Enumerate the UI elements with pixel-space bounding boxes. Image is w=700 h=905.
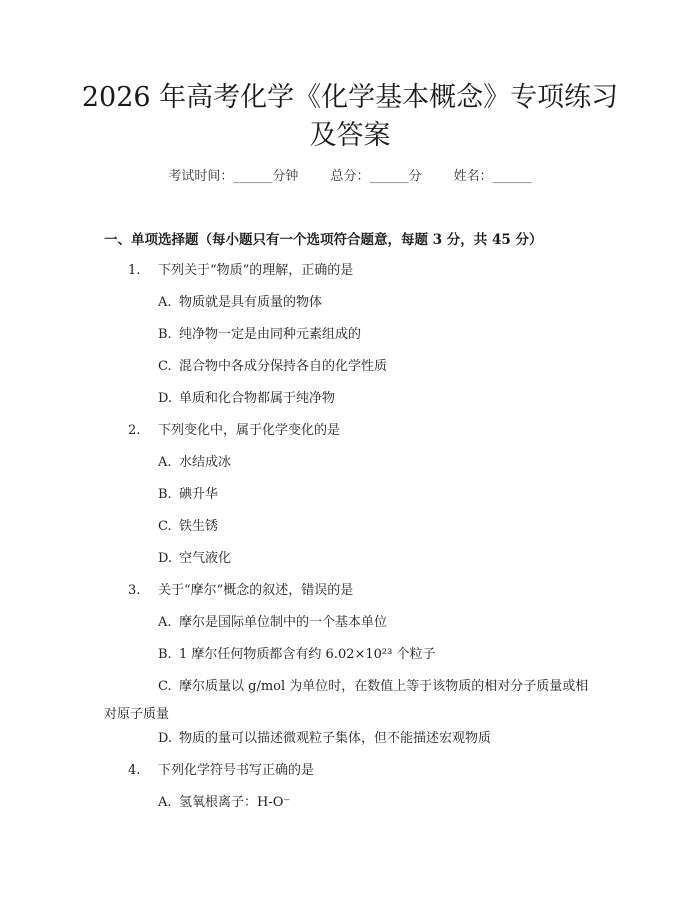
option-letter: B. [158,487,172,502]
page-title-line-1: 2026 年高考化学《化学基本概念》专项练习 [81,82,619,113]
question-3-option-a [158,613,387,633]
option-letter: B. [158,327,172,342]
question-4-option-a [158,793,290,813]
question-stem: 下列化学符号书写正确的是 [158,763,315,778]
page-title-line-2: 及答案 [309,120,391,151]
question-1 [128,261,353,281]
option-text: 混合物中各成分保持各自的化学性质 [179,359,388,374]
student-name-field: 姓名：______ [453,169,532,184]
option-letter: B. [158,647,172,662]
section-heading: 一、单项选择题（每小题只有一个选项符合题意，每题 3 分，共 45 分） [104,232,543,248]
option-letter: C. [158,679,172,694]
option-text: 铁生锈 [179,519,219,534]
question-3 [128,581,353,601]
option-letter: D. [158,551,173,566]
exam-time-field: 考试时间：______分钟 [168,169,299,184]
option-text: 碘升华 [179,487,219,502]
question-number: 3. [128,583,141,598]
question-2-option-c [158,517,218,537]
option-text: 1 摩尔任何物质都含有约 6.02×10²³ 个粒子 [179,647,436,662]
total-score-field: 总分：______分 [330,169,422,184]
question-stem: 下列变化中，属于化学变化的是 [158,423,341,438]
question-1-option-b [158,325,361,345]
option-text: 单质和化合物都属于纯净物 [179,391,336,406]
option-letter: C. [158,519,172,534]
question-1-option-c [158,357,387,377]
option-text: 氢氧根离子：H-O⁻ [179,795,291,810]
option-letter: D. [158,391,173,406]
option-text: 纯净物一定是由同种元素组成的 [179,327,362,342]
option-text: 摩尔是国际单位制中的一个基本单位 [179,615,388,630]
option-text: 空气液化 [179,551,232,566]
option-letter: A. [158,295,172,310]
question-2 [128,421,340,441]
option-text: 物质的量可以描述微观粒子集体，但不能描述宏观物质 [179,731,492,746]
question-2-option-a [158,453,231,473]
question-4 [128,761,314,781]
question-stem: 关于“摩尔”概念的叙述，错误的是 [158,583,354,598]
question-number: 4. [128,763,141,778]
option-letter: A. [158,615,172,630]
exam-info-fields [0,167,700,187]
question-number: 1. [128,263,141,278]
option-letter: A. [158,455,172,470]
option-letter: D. [158,731,173,746]
question-2-option-b [158,485,218,505]
option-text: 水结成冰 [179,455,232,470]
option-text: 物质就是具有质量的物体 [179,295,323,310]
option-letter: A. [158,795,172,810]
question-3-option-b [158,645,435,665]
question-1-option-a [158,293,322,313]
question-3-option-c [104,673,598,729]
question-3-option-d [158,729,491,749]
question-stem: 下列关于“物质”的理解，正确的是 [158,263,354,278]
option-text: 摩尔质量以 g/mol 为单位时，在数值上等于该物质的相对分子质量或相对原子质量 [104,679,589,722]
question-2-option-d [158,549,231,569]
question-1-option-d [158,389,335,409]
question-number: 2. [128,423,141,438]
option-letter: C. [158,359,172,374]
